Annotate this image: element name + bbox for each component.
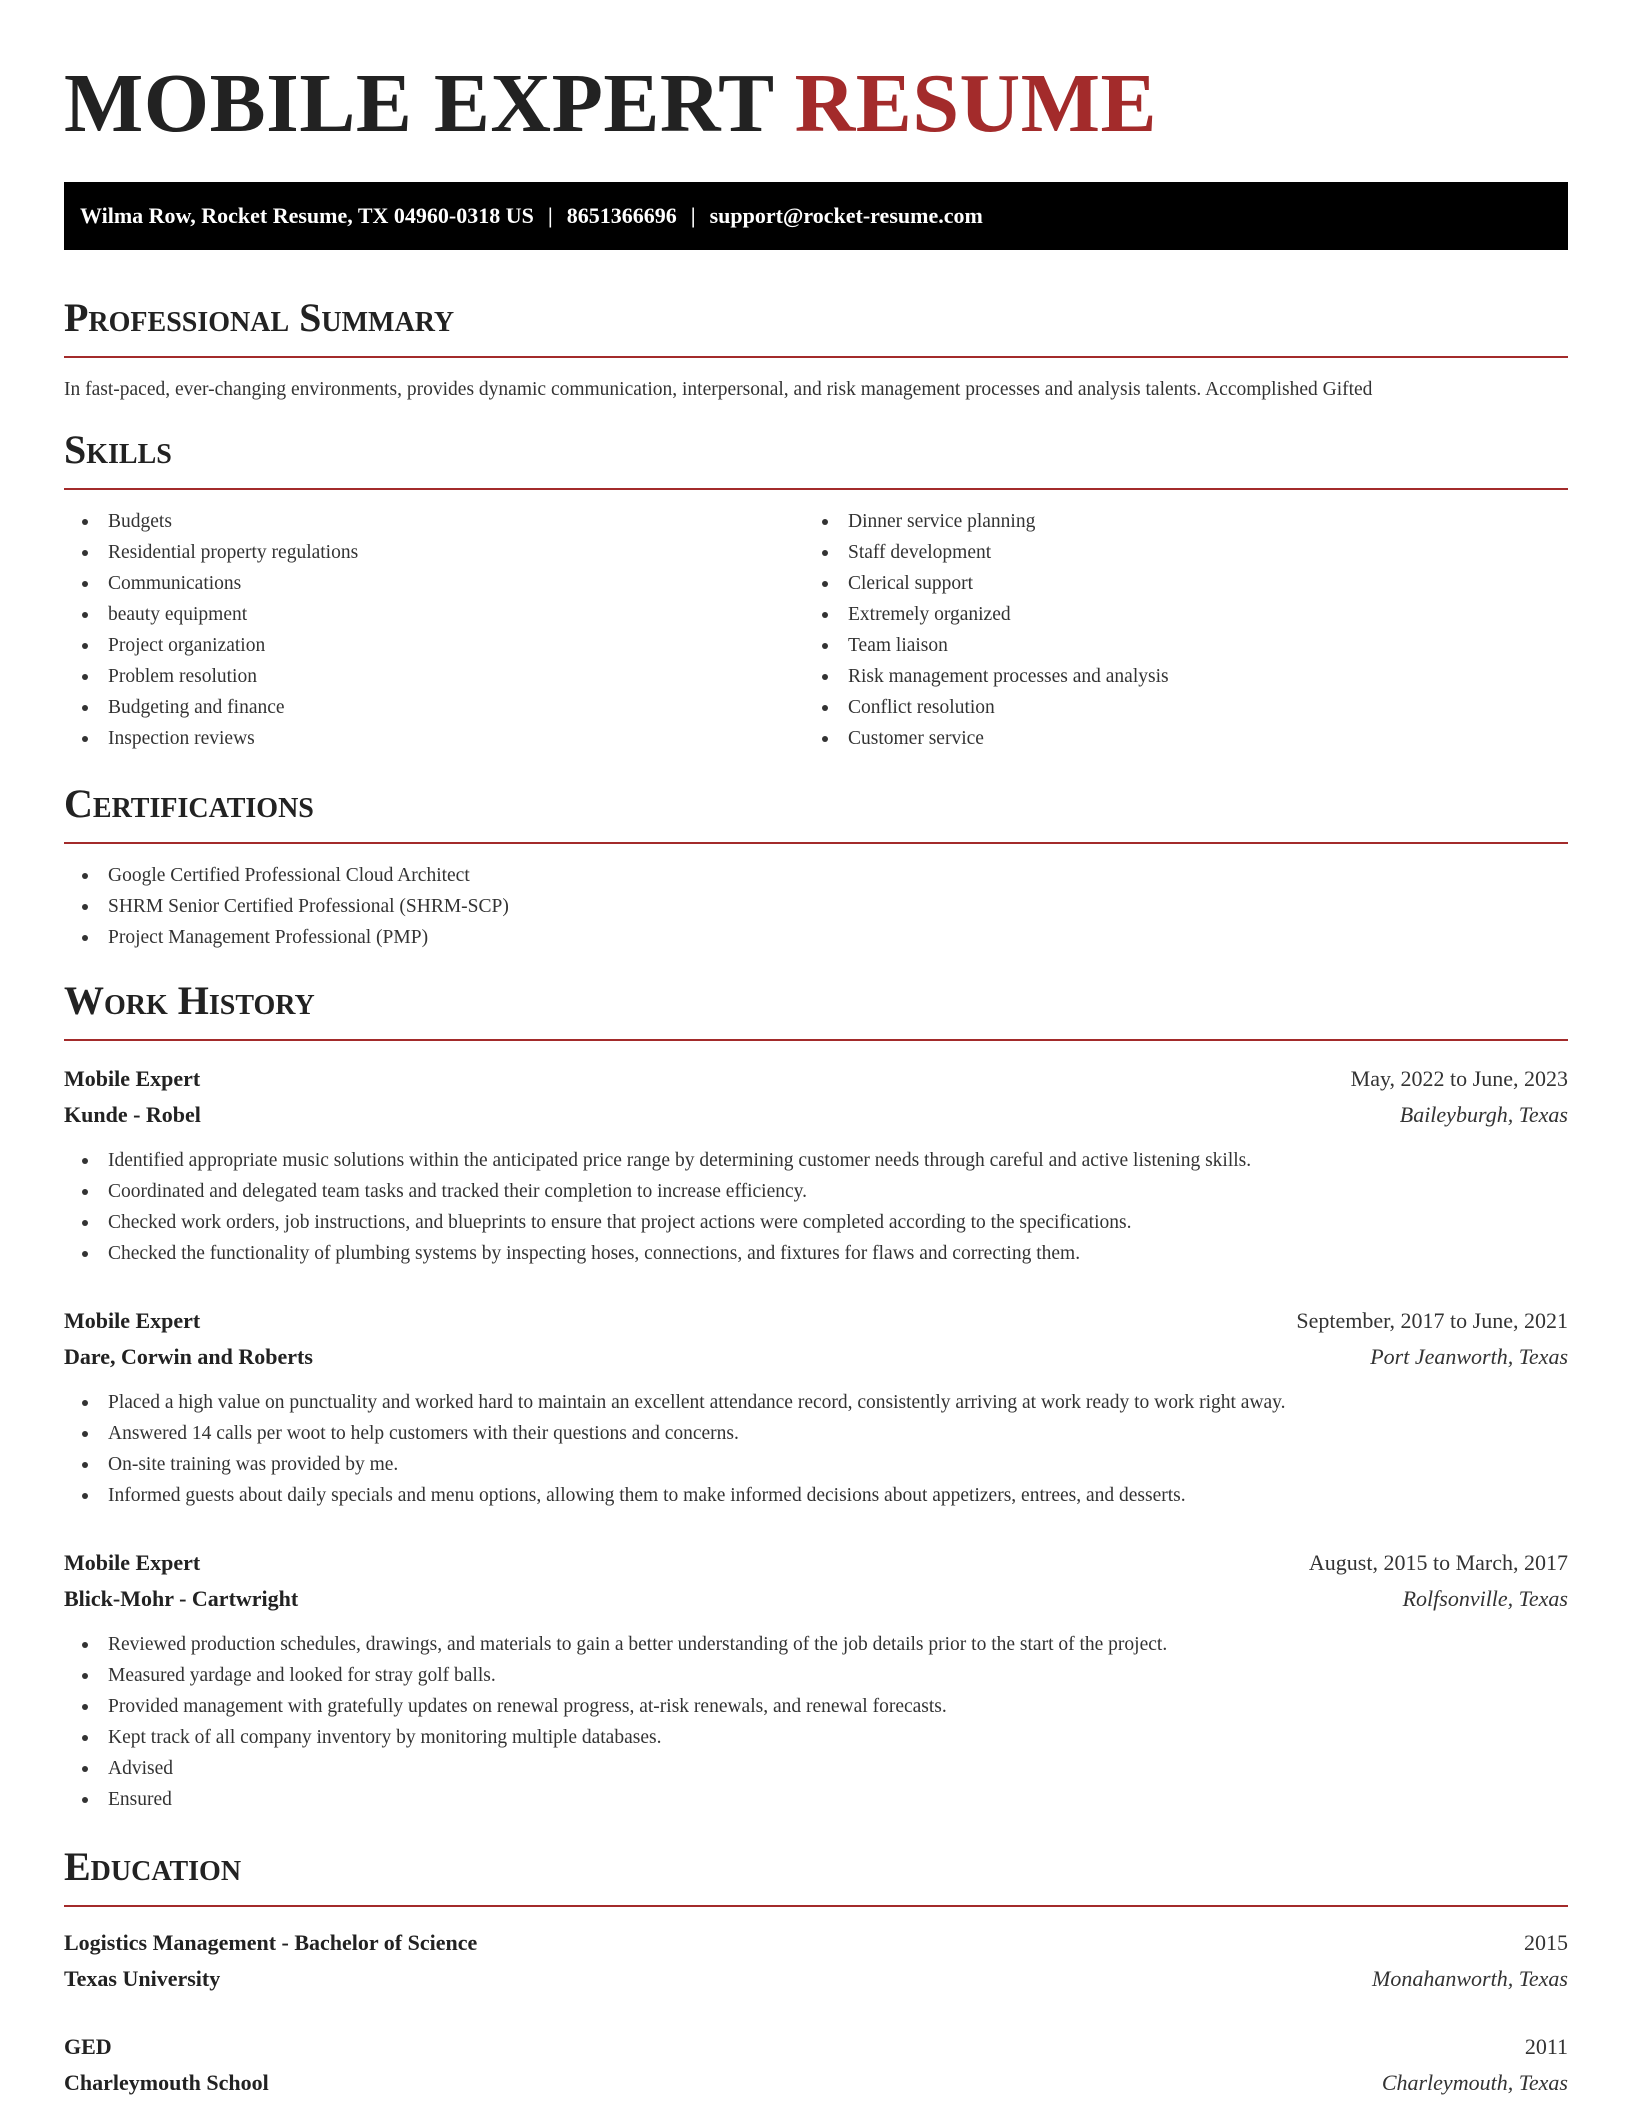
- education-header-row: [64, 1925, 1568, 1961]
- job-duty-item: Measured yardage and looked for stray golf balls.: [64, 1660, 1568, 1691]
- job-duty-item: Ensured: [64, 1784, 1568, 1815]
- skill-item: beauty equipment: [64, 599, 804, 630]
- education-year: 2011: [1524, 2034, 1568, 2059]
- education-school: Texas University: [64, 1966, 221, 1991]
- skill-item: Risk management processes and analysis: [804, 661, 1544, 692]
- education-location: Charleymouth, Texas: [1381, 2070, 1568, 2095]
- skill-item: Project organization: [64, 630, 804, 661]
- job-duty-item: On-site training was provided by me.: [64, 1449, 1568, 1480]
- contact-phone: 8651366696: [566, 203, 677, 228]
- summary-heading: Professional Summary: [64, 294, 1568, 358]
- education-entry: [64, 2029, 1568, 2101]
- job-duties-list: [64, 1387, 1568, 1511]
- skill-item: Team liaison: [804, 630, 1544, 661]
- job-entry: [64, 1545, 1568, 1815]
- job-company: Blick-Mohr - Cartwright: [64, 1586, 299, 1611]
- skill-item: Extremely organized: [804, 599, 1544, 630]
- job-title: Mobile Expert: [64, 1308, 201, 1333]
- skill-item: Customer service: [804, 723, 1544, 754]
- work-history-section: [64, 977, 1568, 1815]
- skill-item: Residential property regulations: [64, 537, 804, 568]
- job-location: Port Jeanworth, Texas: [1370, 1344, 1568, 1369]
- skill-item: Dinner service planning: [804, 506, 1544, 537]
- resume-title: [64, 58, 1568, 150]
- skill-item: Staff development: [804, 537, 1544, 568]
- job-title: Mobile Expert: [64, 1066, 201, 1091]
- job-header-row: [64, 1303, 1568, 1339]
- job-duty-item: Placed a high value on punctuality and worked hard to maintain an excellent attendance record, consistently arriving at work ready to work right away.: [64, 1387, 1568, 1418]
- education-year: 2015: [1524, 1930, 1568, 1955]
- skill-item: Conflict resolution: [804, 692, 1544, 723]
- certifications-list: [64, 860, 1568, 953]
- education-location: Monahanworth, Texas: [1372, 1966, 1568, 1991]
- job-duty-item: Advised: [64, 1753, 1568, 1784]
- job-title: Mobile Expert: [64, 1550, 201, 1575]
- job-duty-item: Provided management with gratefully updates on renewal progress, at-risk renewals, and renewal forecasts.: [64, 1691, 1568, 1722]
- job-company: Dare, Corwin and Roberts: [64, 1344, 313, 1369]
- education-heading: Education: [64, 1843, 1568, 1907]
- job-duty-item: Checked work orders, job instructions, and blueprints to ensure that project actions were completed according to the specifications.: [64, 1207, 1568, 1238]
- contact-bar: [64, 182, 1568, 250]
- work-history-heading: Work History: [64, 977, 1568, 1041]
- job-entry: [64, 1061, 1568, 1269]
- job-dates: September, 2017 to June, 2021: [1296, 1308, 1568, 1333]
- certification-item: Google Certified Professional Cloud Architect: [64, 860, 1568, 891]
- skill-item: Problem resolution: [64, 661, 804, 692]
- skills-heading: Skills: [64, 426, 1568, 490]
- education-school: Charleymouth School: [64, 2070, 269, 2095]
- job-location: Rolfsonville, Texas: [1402, 1586, 1568, 1611]
- skill-item: Clerical support: [804, 568, 1544, 599]
- job-duty-item: Checked the functionality of plumbing systems by inspecting hoses, connections, and fixtures for flaws and correcting them.: [64, 1238, 1568, 1269]
- job-duty-item: Answered 14 calls per woot to help customers with their questions and concerns.: [64, 1418, 1568, 1449]
- skills-columns: [64, 506, 1568, 754]
- skills-section: [64, 426, 1568, 754]
- job-duty-item: Reviewed production schedules, drawings, and materials to gain a better understanding of the job details prior to the start of the project.: [64, 1629, 1568, 1660]
- skill-item: Budgets: [64, 506, 804, 537]
- title-main: MOBILE EXPERT: [64, 57, 774, 150]
- job-location: Baileyburgh, Texas: [1399, 1102, 1568, 1127]
- education-degree: Logistics Management - Bachelor of Science: [64, 1930, 478, 1955]
- job-duty-item: Kept track of all company inventory by monitoring multiple databases.: [64, 1722, 1568, 1753]
- summary-text: In fast-paced, ever-changing environments, provides dynamic communication, interpersonal, and risk management processes and analysis talents. Accomplished Gifted: [64, 379, 1373, 400]
- job-duty-item: Identified appropriate music solutions within the anticipated price range by determining customer needs through careful and active listening skills.: [64, 1145, 1568, 1176]
- certification-item: SHRM Senior Certified Professional (SHRM-SCP): [64, 891, 1568, 922]
- skill-item: Inspection reviews: [64, 723, 804, 754]
- skill-item: Budgeting and finance: [64, 692, 804, 723]
- contact-email[interactable]: support@rocket-resume.com: [709, 203, 983, 228]
- title-accent: RESUME: [794, 57, 1158, 150]
- job-company: Kunde - Robel: [64, 1102, 201, 1127]
- job-header-row: [64, 1545, 1568, 1581]
- certification-item: Project Management Professional (PMP): [64, 922, 1568, 953]
- contact-separator: |: [547, 203, 553, 228]
- job-dates: August, 2015 to March, 2017: [1308, 1550, 1568, 1575]
- contact-separator: |: [690, 203, 696, 228]
- education-school-row: [64, 1961, 1568, 1997]
- contact-address: Wilma Row, Rocket Resume, TX 04960-0318 US: [80, 203, 534, 228]
- job-duty-item: Informed guests about daily specials and menu options, allowing them to make informed decisions about appetizers, entrees, and desserts.: [64, 1480, 1568, 1511]
- summary-section: [64, 294, 1568, 404]
- resume-page: [64, 0, 1568, 2101]
- job-duties-list: [64, 1145, 1568, 1269]
- job-dates: May, 2022 to June, 2023: [1350, 1066, 1568, 1091]
- skills-list-left: [64, 506, 804, 754]
- education-section: [64, 1843, 1568, 2101]
- job-header-row: [64, 1061, 1568, 1097]
- education-entry: [64, 1925, 1568, 1997]
- job-duty-item: Coordinated and delegated team tasks and tracked their completion to increase efficiency.: [64, 1176, 1568, 1207]
- certifications-heading: Certifications: [64, 780, 1568, 844]
- skills-list-right: [804, 506, 1544, 754]
- education-school-row: [64, 2065, 1568, 2101]
- education-header-row: [64, 2029, 1568, 2065]
- job-company-row: [64, 1339, 1568, 1375]
- job-duties-list: [64, 1629, 1568, 1815]
- job-entry: [64, 1303, 1568, 1511]
- education-degree: GED: [64, 2034, 112, 2059]
- skill-item: Communications: [64, 568, 804, 599]
- job-company-row: [64, 1097, 1568, 1133]
- job-company-row: [64, 1581, 1568, 1617]
- certifications-section: [64, 780, 1568, 953]
